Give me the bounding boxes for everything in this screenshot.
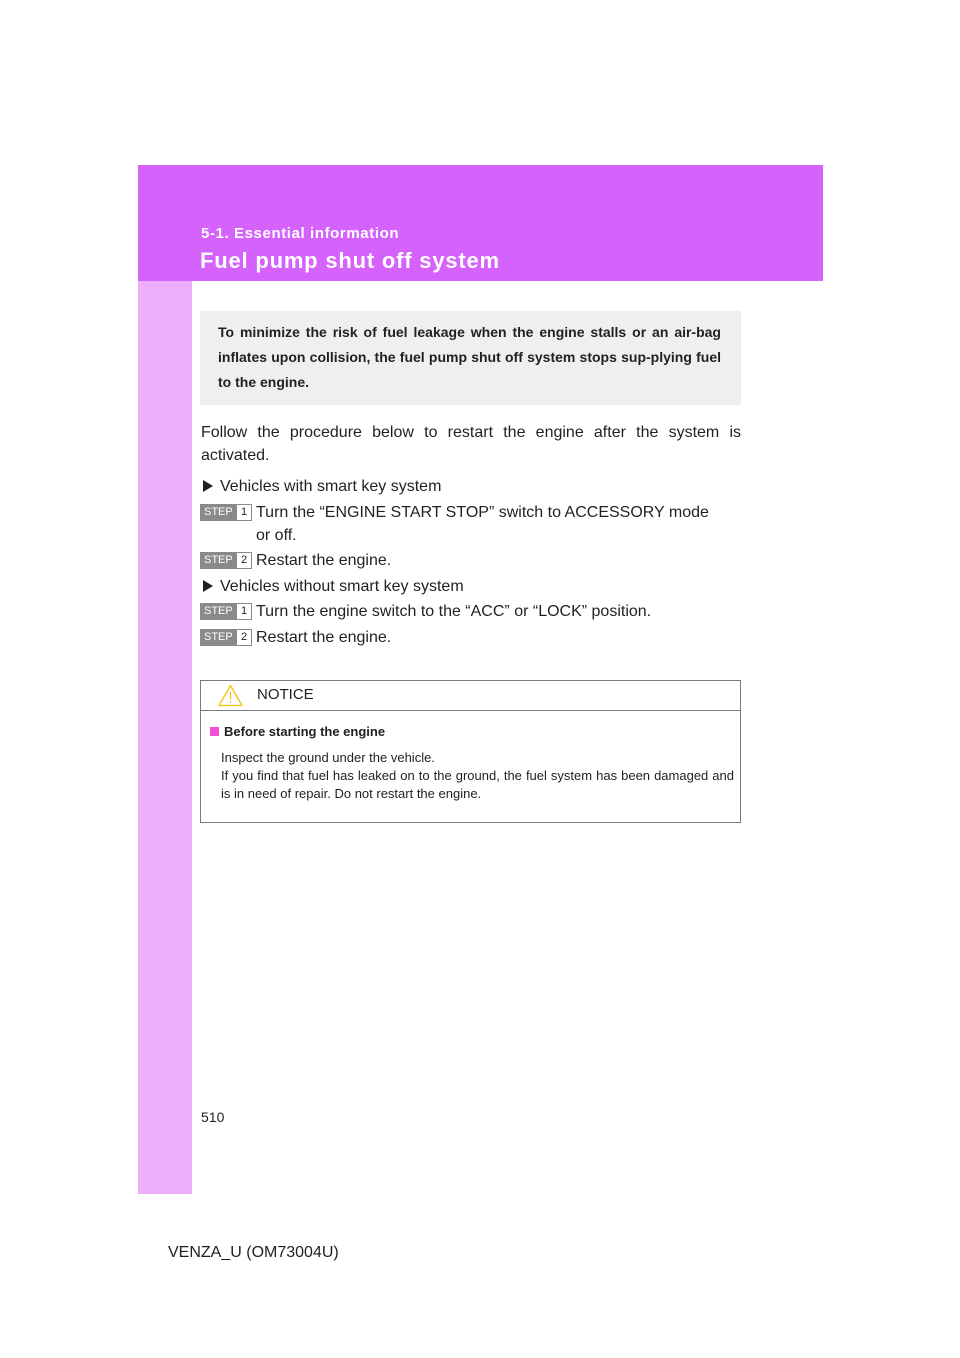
arrow-right-icon	[203, 480, 213, 492]
warning-triangle-icon	[218, 684, 243, 707]
notice-line: If you find that fuel has leaked on to the ground, the fuel system has been damaged and is in need of repair. Do not restart the engine.	[221, 768, 734, 801]
square-bullet-icon	[210, 727, 219, 736]
step-badge-label: STEP	[204, 554, 233, 566]
footer-code: VENZA_U (OM73004U)	[168, 1244, 339, 1261]
notice-subhead	[210, 724, 385, 739]
step-text-continued: or off.	[256, 527, 297, 544]
notice-box	[200, 680, 741, 823]
group-heading-text: Vehicles without smart key system	[220, 578, 464, 595]
step-badge	[200, 629, 252, 646]
step-badge-number: 2	[237, 553, 251, 568]
step-text: Restart the engine.	[256, 552, 392, 569]
step-badge-number: 1	[237, 604, 251, 619]
notice-line: Inspect the ground under the vehicle.	[221, 750, 435, 765]
notice-header	[201, 681, 740, 711]
section-label: 5-1. Essential information	[201, 225, 400, 242]
step-text: Turn the “ENGINE START STOP” switch to ACCESSORY mode	[256, 504, 709, 521]
body-text: Follow the procedure below to restart the engine after the system is activated.	[201, 424, 741, 464]
notice-body	[221, 749, 734, 803]
page-number: 510	[201, 1109, 225, 1125]
step-badge	[200, 504, 252, 521]
step-text: Turn the engine switch to the “ACC” or “LOCK” position.	[256, 603, 652, 620]
group-heading-text: Vehicles with smart key system	[220, 478, 442, 495]
notice-title: NOTICE	[257, 686, 314, 703]
group-heading-no-smart-key	[201, 576, 464, 598]
page-title: Fuel pump shut off system	[200, 248, 500, 273]
group-heading-smart-key	[201, 476, 441, 498]
step-text: Restart the engine.	[256, 629, 392, 646]
step-badge	[200, 603, 252, 620]
step-badge	[200, 552, 252, 569]
step-badge-number: 2	[237, 630, 251, 645]
intro-box: To minimize the risk of fuel leakage when the engine stalls or an air-bag inflates upon collision, the fuel pump shut off system stops sup-plying fuel to the engine.	[200, 311, 741, 405]
step-badge-label: STEP	[204, 631, 233, 643]
step-badge-label: STEP	[204, 605, 233, 617]
step-badge-label: STEP	[204, 506, 233, 518]
arrow-right-icon	[203, 580, 213, 592]
notice-subhead-text: Before starting the engine	[224, 724, 386, 739]
step-badge-number: 1	[237, 505, 251, 520]
side-strip	[138, 281, 192, 1194]
